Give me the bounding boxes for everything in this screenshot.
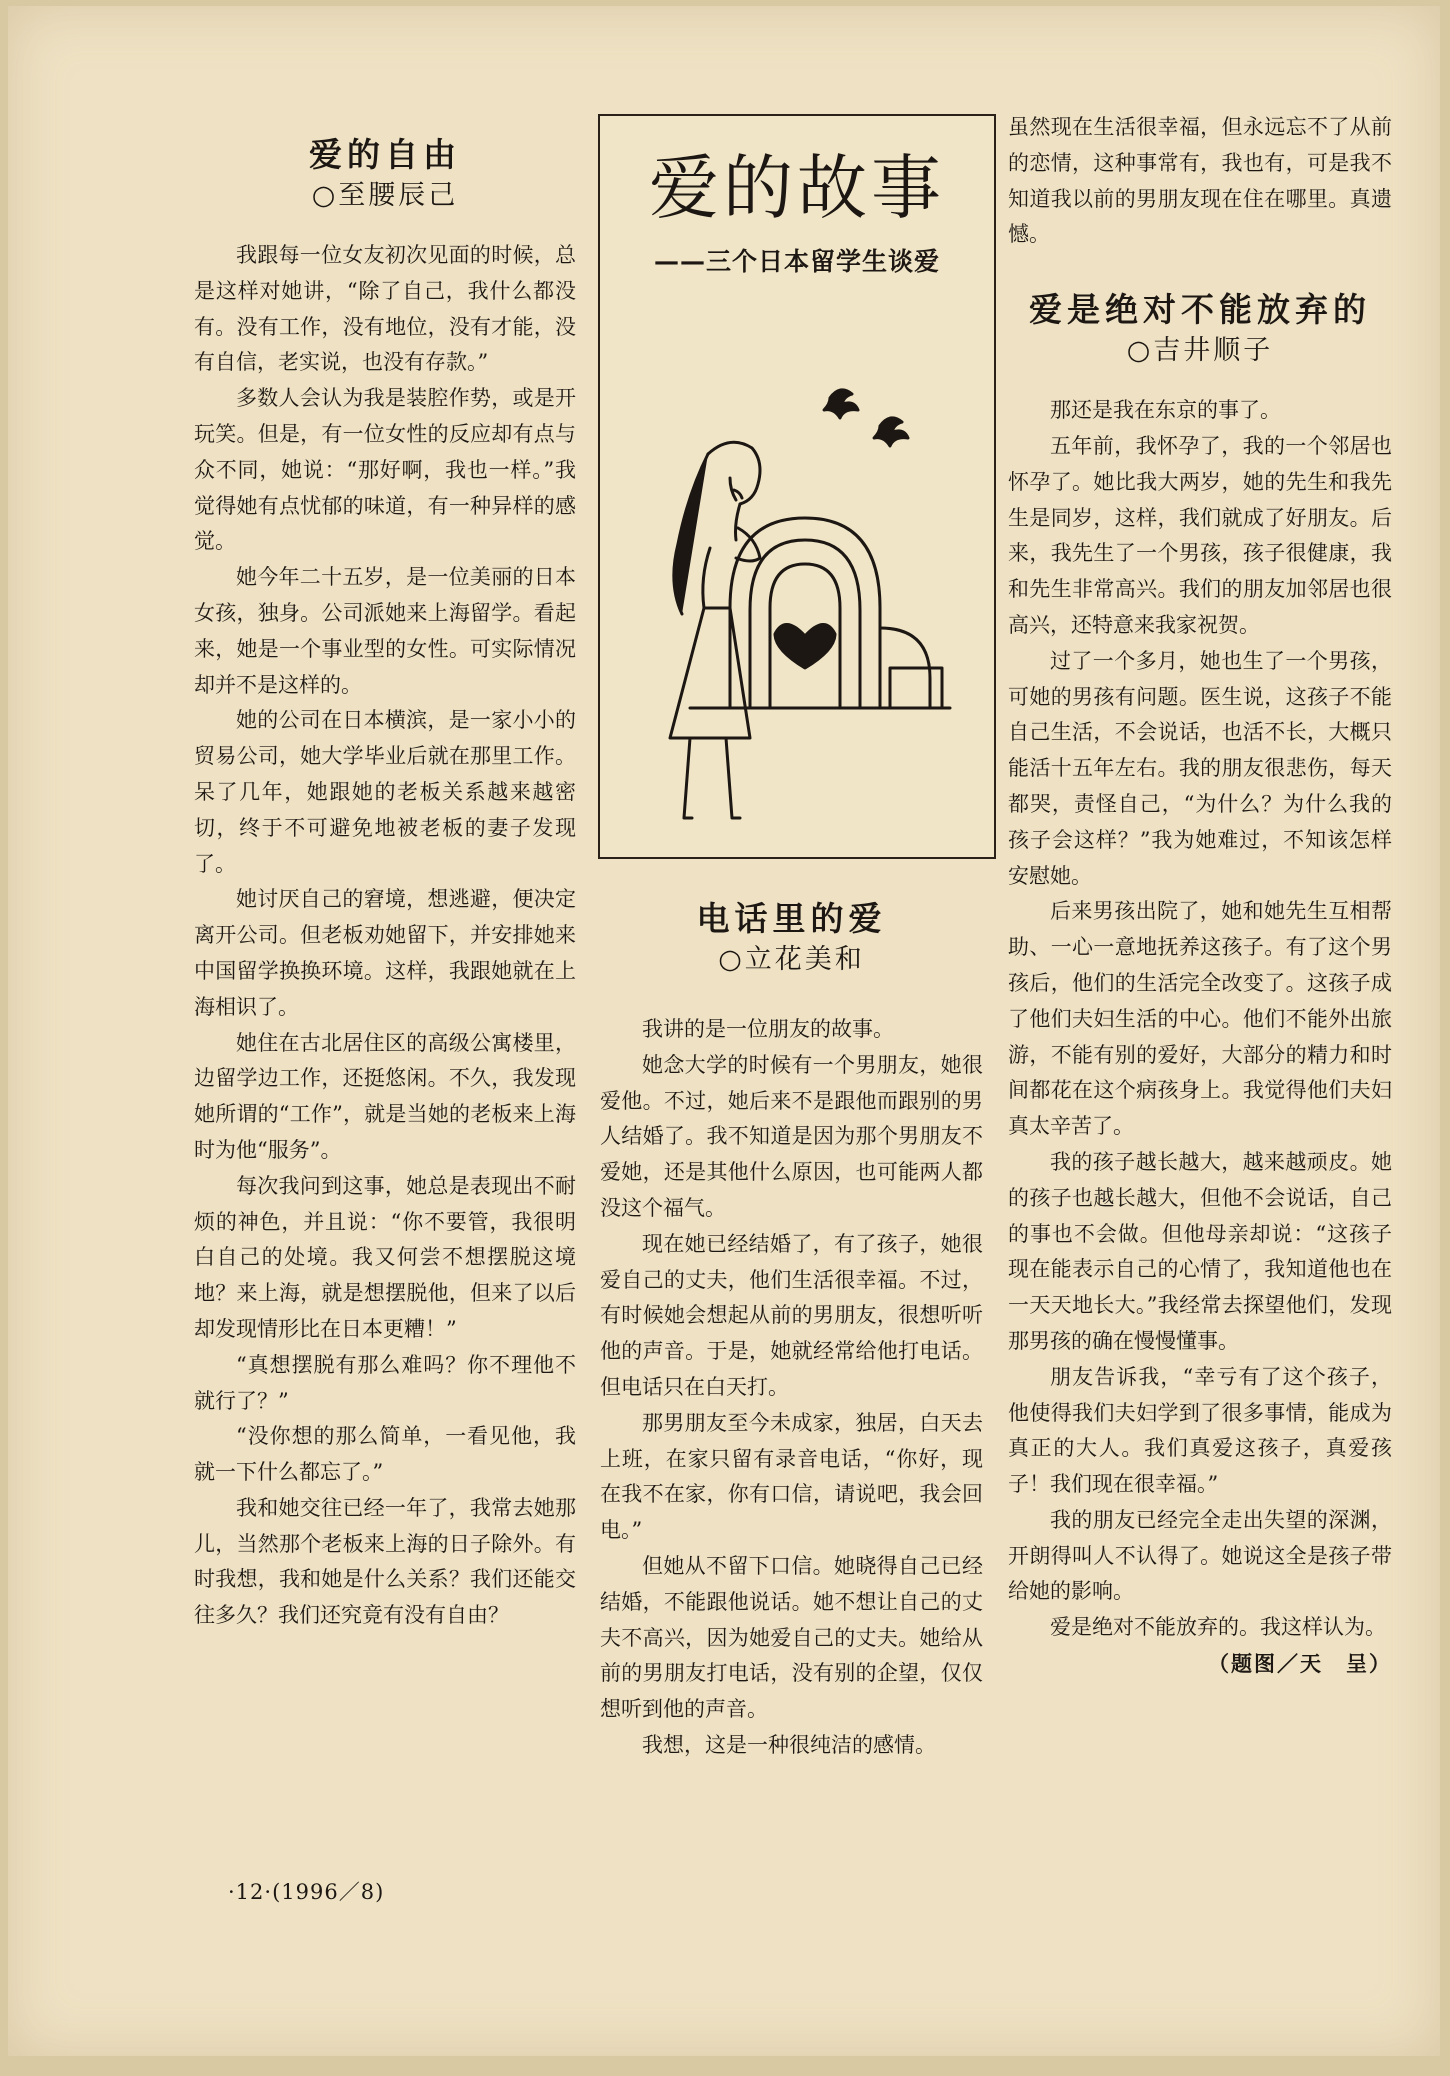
- last-line: 爱是绝对不能放弃的。我这样认为。: [1050, 1615, 1386, 1640]
- article-phone-love: [600, 1012, 983, 1764]
- article-author: ○吉井顺子: [1126, 335, 1274, 367]
- illustration-woman-heart-icon: [630, 378, 960, 838]
- article-love-freedom: [194, 134, 576, 1634]
- paragraph: 我的朋友已经完全走出失望的深渊，开朗得叫人不认得了。她说这全是孩子带给她的影响。: [1008, 1507, 1392, 1604]
- paragraph: 但她从不留下口信。她晓得自己已经结婚，不能跟他说话。她不想让自己的丈夫不高兴，因为她爱自己的丈夫。她给从前的男朋友打电话，没有别的企望，仅仅想听到他的声音。: [600, 1553, 983, 1722]
- magazine-page: [8, 6, 1440, 2056]
- feature-subtitle: ——三个日本留学生谈爱: [653, 247, 940, 276]
- paragraph: 她讨厌自己的窘境，想逃避，便决定离开公司。但老板劝她留下，并安排她来中国留学换换环境。这样，我跟她就在上海相识了。: [194, 887, 576, 1019]
- paragraph: 每次我问到这事，她总是表现出不耐烦的神色，并且说：“你不要管，我很明白自己的处境。我又何尝不想摆脱这境地？来上海，就是想摆脱他，但来了以后却发现情形比在日本更糟！”: [194, 1173, 576, 1341]
- article-author: ○立花美和: [718, 944, 865, 975]
- paragraph: 五年前，我怀孕了，我的一个邻居也怀孕了。她比我大两岁，她的先生和我先生是同岁，这样，我们就成了好朋友。后来，我先生了一个男孩，孩子很健康，我和先生非常高兴。我们的朋友加邻居也很高兴，还特意来我家祝贺。: [1008, 433, 1392, 637]
- article-title: 爱是绝对不能放弃的: [1029, 290, 1371, 330]
- article-author: ○至腰辰己: [311, 180, 459, 211]
- article-title: 电话里的爱: [696, 899, 887, 938]
- paragraph-last: [1008, 1610, 1392, 1677]
- illustration-credit: （题图／天 呈）: [1208, 1651, 1392, 1677]
- paragraph: 她念大学的时候有一个男朋友，她很爱他。不过，她后来不是跟他而跟别的男人结婚了。我不知道是因为那个男朋友不爱她，还是其他什么原因，也可能两人都没这个福气。: [600, 1052, 983, 1220]
- paragraph: 那男朋友至今未成家，独居，白天去上班，在家只留有录音电话，“你好，现在我不在家，你有口信，请说吧，我会回电。”: [600, 1410, 983, 1543]
- paragraph: 后来男孩出院了，她和她先生互相帮助、一心一意地抚养这孩子。有了这个男孩后，他们的生活完全改变了。这孩子成了他们夫妇生活的中心。他们不能外出旅游，不能有别的爱好，大部分的精力和时间都花在这个病孩身上。我觉得他们夫妇真太辛苦了。: [1008, 899, 1392, 1139]
- paragraph: “真想摆脱有那么难吗？你不理他不就行了？”: [194, 1352, 576, 1413]
- article-phone-love-heading: [600, 898, 983, 1002]
- article-title: 爱的自由: [309, 135, 461, 174]
- paragraph: 朋友告诉我，“幸亏有了这个孩子，他使得我们夫妇学到了很多事情，能成为真正的大人。我们真爱这孩子，真爱孩子！我们现在很幸福。”: [1008, 1364, 1392, 1497]
- paragraph: 她的公司在日本横滨，是一家小小的贸易公司，她大学毕业后就在那里工作。呆了几年，她跟她的老板关系越来越密切，终于不可避免地被老板的妻子发现了。: [194, 708, 576, 876]
- paragraph: 我跟每一位女友初次见面的时候，总是这样对她讲，“除了自己，我什么都没有。没有工作，没有地位，没有才能，没有自信，老实说，也没有存款。”: [194, 243, 576, 375]
- paragraph: 多数人会认为我是装腔作势，或是开玩笑。但是，有一位女性的反应却有点与众不同，她说：“那好啊，我也一样。”我觉得她有点忧郁的味道，有一种异样的感觉。: [194, 386, 576, 554]
- paragraph: 我想，这是一种很纯洁的感情。: [642, 1732, 936, 1757]
- paragraph: 我和她交往已经一年了，我常去她那儿，当然那个老板来上海的日子除外。有时我想，我和她是什么关系？我们还能交往多久？我们还究竟有没有自由？: [194, 1495, 576, 1628]
- paragraph: 过了一个多月，她也生了一个男孩，可她的男孩有问题。医生说，这孩子不能自己生活，不会说话，也活不长，大概只能活十五年左右。我的朋友很悲伤，每天都哭，责怪自己，“为什么？为什么我的孩子会这样？”我为她难过，不知该怎样安慰她。: [1008, 648, 1392, 888]
- paragraph: 她今年二十五岁，是一位美丽的日本女孩，独身。公司派她来上海留学。看起来，她是一个事业型的女性。可实际情况却并不是这样的。: [194, 565, 576, 697]
- paragraph-continued: 虽然现在生活很幸福，但永远忘不了从前的恋情，这种事常有，我也有，可是我不知道我以前的男朋友现在住在哪里。真遗憾。: [1008, 115, 1392, 247]
- feature-title-box: [598, 114, 996, 859]
- paragraph: 那还是我在东京的事了。: [1050, 398, 1281, 423]
- paragraph: 我的孩子越长越大，越来越顽皮。她的孩子也越长越大，但他不会说话，自己的事也不会做。但他母亲却说：“这孩子现在能表示自己的心情了，我知道他也在一天天地长大。”我经常去探望他们，发现那男孩的确在慢慢懂事。: [1008, 1149, 1392, 1353]
- paragraph: 现在她已经结婚了，有了孩子，她很爱自己的丈夫，他们生活很幸福。不过，有时候她会想起从前的男朋友，很想听听他的声音。于是，她就经常给他打电话。但电话只在白天打。: [600, 1231, 983, 1399]
- paragraph: 我讲的是一位朋友的故事。: [642, 1017, 894, 1041]
- paragraph: “没你想的那么简单，一看见他，我就一下什么都忘了。”: [194, 1424, 576, 1485]
- paragraph: 她住在古北居住区的高级公寓楼里，边留学边工作，还挺悠闲。不久，我发现她所谓的“工作”，就是当她的老板来上海时为他“服务”。: [194, 1030, 576, 1162]
- page-number: ·12·(1996／8): [228, 1880, 385, 1904]
- feature-title: 爱的故事: [649, 147, 945, 229]
- article-never-give-up: [1008, 110, 1392, 1682]
